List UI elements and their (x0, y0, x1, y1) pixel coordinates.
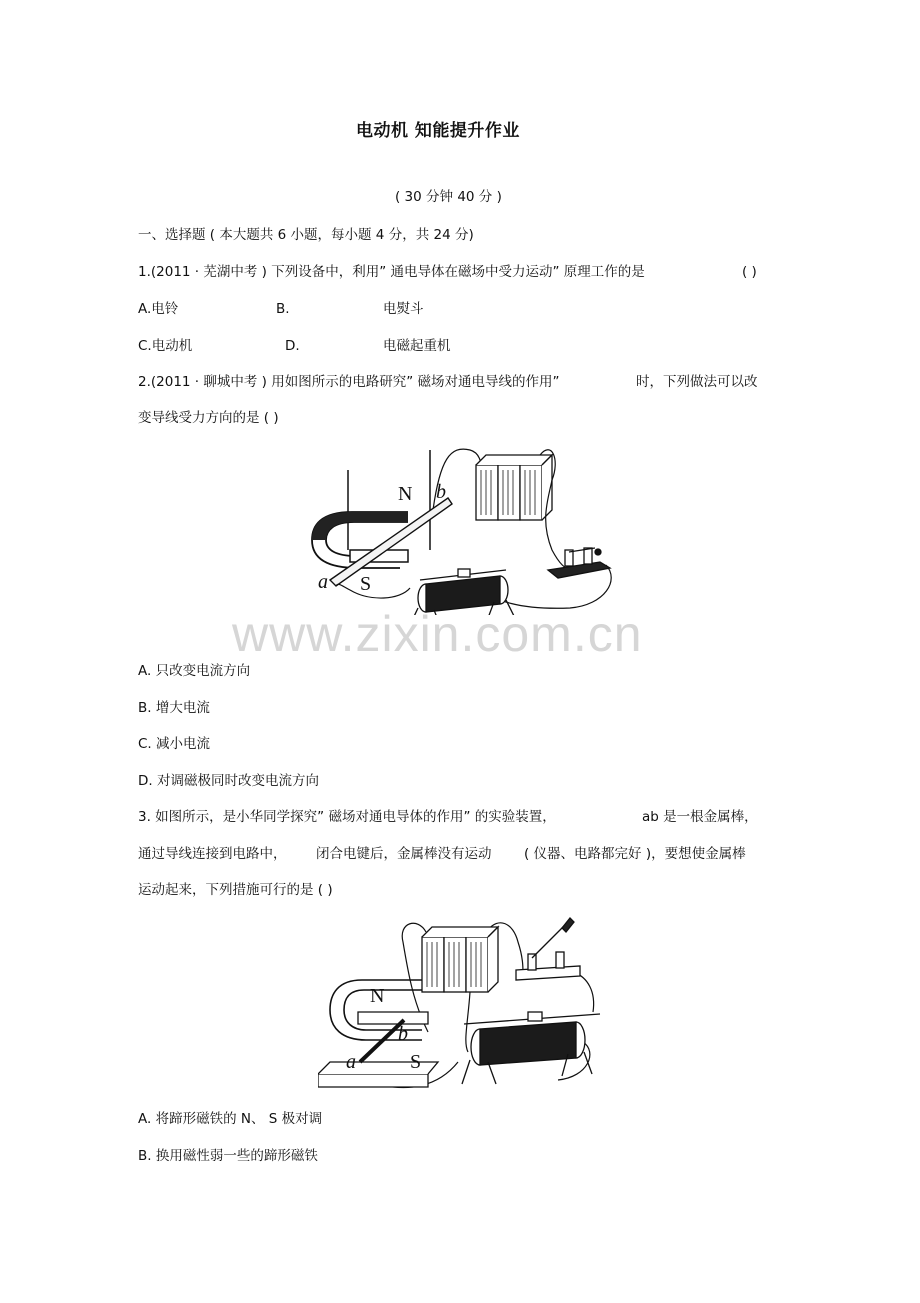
q2-option-d: D. 对调磁极同时改变电流方向 (138, 773, 319, 789)
q3-fig-label-n: N (370, 985, 385, 1007)
q3-line3: 运动起来，下列措施可行的是 ( ) (138, 882, 333, 898)
q2-stem-part2: 时，下列做法可以改 (636, 374, 758, 390)
q3-fig-label-b: b (398, 1023, 408, 1045)
q3-circuit-figure (318, 912, 608, 1092)
q2-fig-label-s: S (360, 573, 372, 595)
time-note: ( 30 分钟 40 分 ) (395, 189, 502, 205)
q1-stem: 1.(2011 · 芜湖中考 ) 下列设备中，利用” 通电导体在磁场中受力运动” 原理工作的是 (138, 264, 645, 280)
watermark: www.zixin.com.cn (232, 606, 643, 662)
q1-option-b-text: 电熨斗 (383, 301, 424, 317)
q2-circuit-figure (290, 440, 630, 615)
q1-option-d-label: D. (285, 338, 300, 354)
section-heading: 一、选择题 ( 本大题共 6 小题，每小题 4 分，共 24 分) (138, 227, 474, 243)
q1-option-d-text: 电磁起重机 (383, 338, 451, 354)
q3-line1-b: ab 是一根金属棒， (642, 809, 758, 825)
q1-option-a: A.电铃 (138, 301, 179, 317)
page-title: 电动机 知能提升作业 (356, 121, 520, 141)
q2-option-a: A. 只改变电流方向 (138, 663, 251, 679)
q1-answer-blank: ( ) (742, 264, 757, 280)
q3-option-a: A. 将蹄形磁铁的 N、 S 极对调 (138, 1111, 323, 1127)
q3-line1-a: 3. 如图所示，是小华同学探究” 磁场对通电导体的作用” 的实验装置， (138, 809, 556, 825)
q3-line2-b: 闭合电键后，金属棒没有运动 (316, 846, 492, 862)
q3-fig-label-a: a (346, 1051, 356, 1073)
q3-line2-c: ( 仪器、电路都完好 )，要想使金属棒 (524, 846, 746, 862)
q3-option-b: B. 换用磁性弱一些的蹄形磁铁 (138, 1148, 318, 1164)
q1-option-c: C.电动机 (138, 338, 193, 354)
q2-option-b: B. 增大电流 (138, 700, 210, 716)
q3-fig-label-s: S (410, 1051, 422, 1073)
q3-line2-a: 通过导线连接到电路中， (138, 846, 287, 862)
q2-stem-part1: 2.(2011 · 聊城中考 ) 用如图所示的电路研究” 磁场对通电导线的作用” (138, 374, 560, 390)
q2-fig-label-a: a (318, 571, 328, 593)
q2-fig-label-n: N (398, 483, 413, 505)
q2-stem-line2: 变导线受力方向的是 ( ) (138, 410, 279, 426)
q1-option-b-label: B. (276, 301, 290, 317)
q2-option-c: C. 减小电流 (138, 736, 211, 752)
q2-fig-label-b: b (436, 481, 446, 503)
